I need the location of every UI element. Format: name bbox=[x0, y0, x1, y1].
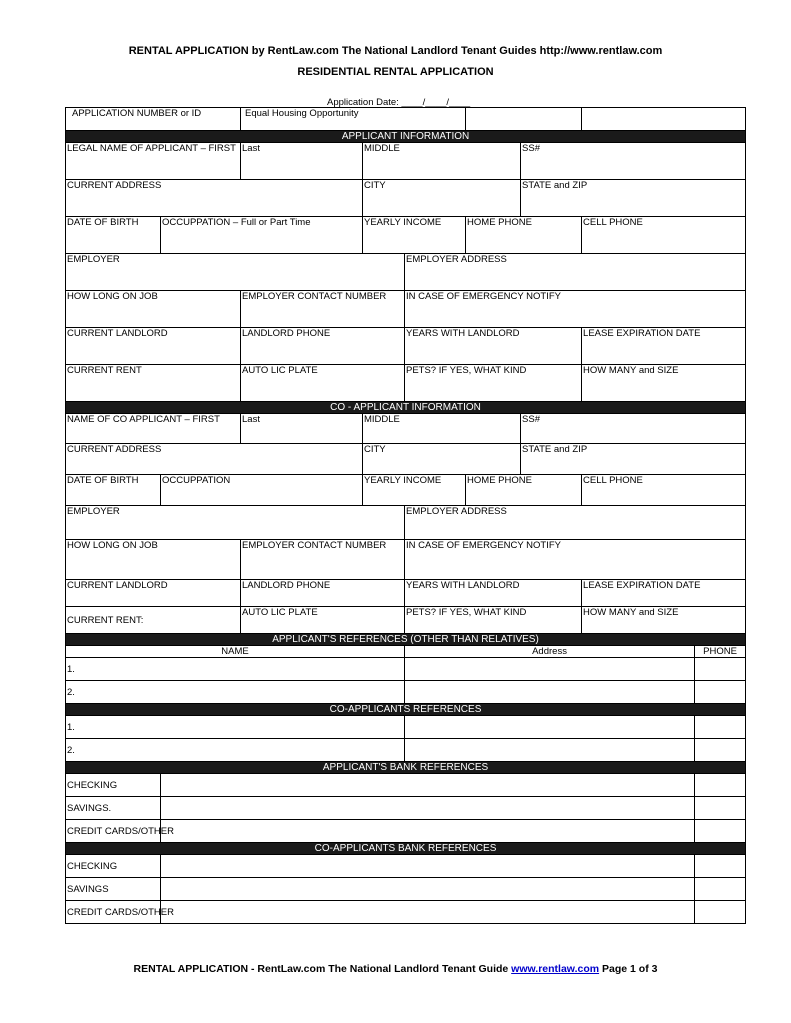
applicant-occupation-field[interactable] bbox=[161, 217, 363, 254]
co-applicant-employer-contact-field[interactable] bbox=[241, 540, 405, 580]
co-applicant-occupation-label: OCCUPPATION bbox=[162, 475, 231, 486]
applicant-reference-1-address[interactable] bbox=[405, 658, 695, 681]
page-footer bbox=[0, 963, 791, 975]
applicant-employer-contact-field[interactable] bbox=[241, 291, 405, 328]
co-applicant-how-long-label: HOW LONG ON JOB bbox=[67, 540, 158, 551]
applicant-savings-field[interactable] bbox=[161, 797, 695, 820]
applicant-reference-2-address[interactable] bbox=[405, 681, 695, 704]
co-applicant-lease-exp-label: LEASE EXPIRATION DATE bbox=[583, 580, 701, 591]
applicant-dob-label: DATE OF BIRTH bbox=[67, 217, 139, 228]
co-applicant-city-field[interactable] bbox=[363, 444, 521, 475]
co-applicant-last-name-field[interactable] bbox=[241, 414, 363, 444]
co-applicant-rent-label: CURRENT RENT: bbox=[67, 614, 144, 626]
applicant-city-field[interactable] bbox=[363, 180, 521, 217]
co-applicant-checking-label-cell bbox=[66, 855, 161, 878]
co-applicant-checking-extra[interactable] bbox=[695, 855, 746, 878]
co-applicant-references-header: CO-APPLICANTS REFERENCES bbox=[66, 704, 746, 716]
co-applicant-employer-field[interactable] bbox=[66, 506, 405, 540]
applicant-employer-field[interactable] bbox=[66, 254, 405, 291]
footer-page-number: Page 1 of 3 bbox=[599, 963, 658, 975]
form-title: RESIDENTIAL RENTAL APPLICATION bbox=[297, 66, 494, 78]
applicant-emergency-label: IN CASE OF EMERGENCY NOTIFY bbox=[406, 291, 562, 302]
credit-cards-label: CREDIT CARDS/OTHER bbox=[67, 906, 174, 918]
co-applicant-rent-field[interactable] bbox=[66, 607, 241, 634]
references-address-column-header: Address bbox=[405, 646, 695, 658]
co-applicant-auto-field[interactable] bbox=[241, 607, 405, 634]
co-applicant-pets-field[interactable] bbox=[405, 607, 582, 634]
applicant-years-landlord-field[interactable] bbox=[405, 328, 582, 365]
application-number-label: APPLICATION NUMBER or ID bbox=[72, 108, 202, 119]
co-applicant-emergency-field[interactable] bbox=[405, 540, 746, 580]
co-applicant-emergency-label: IN CASE OF EMERGENCY NOTIFY bbox=[406, 540, 562, 551]
top-blank-cell-2[interactable] bbox=[582, 108, 746, 131]
applicant-pets-how-many-label: HOW MANY and SIZE bbox=[583, 365, 679, 376]
applicant-occupation-label: OCCUPPATION – Full or Part Time bbox=[162, 217, 311, 228]
co-applicant-state-zip-field[interactable] bbox=[521, 444, 746, 475]
applicant-city-label: CITY bbox=[364, 180, 386, 191]
applicant-landlord-field[interactable] bbox=[66, 328, 241, 365]
applicant-reference-1-name[interactable] bbox=[66, 658, 405, 681]
applicant-ss-field[interactable] bbox=[521, 143, 746, 180]
rental-application-form bbox=[65, 107, 745, 924]
co-applicant-landlord-phone-label: LANDLORD PHONE bbox=[242, 580, 331, 591]
applicant-landlord-phone-label: LANDLORD PHONE bbox=[242, 328, 331, 339]
co-applicant-credit-field[interactable] bbox=[161, 901, 695, 924]
co-applicant-credit-extra[interactable] bbox=[695, 901, 746, 924]
co-applicant-middle-name-label: MIDDLE bbox=[364, 414, 400, 425]
co-applicant-income-field[interactable] bbox=[363, 475, 466, 506]
credit-cards-label: CREDIT CARDS/OTHER bbox=[67, 825, 174, 837]
footer-text: RENTAL APPLICATION - RentLaw.com The National Landlord Tenant Guide bbox=[133, 963, 512, 975]
applicant-cell-phone-label: CELL PHONE bbox=[583, 217, 643, 228]
co-applicant-auto-label: AUTO LIC PLATE bbox=[242, 607, 318, 618]
applicant-state-zip-field[interactable] bbox=[521, 180, 746, 217]
applicant-auto-field[interactable] bbox=[241, 365, 405, 402]
co-applicant-first-name-field[interactable] bbox=[66, 414, 241, 444]
co-applicant-home-phone-label: HOME PHONE bbox=[467, 475, 532, 486]
co-applicant-reference-1-name[interactable] bbox=[66, 716, 405, 739]
applicant-auto-label: AUTO LIC PLATE bbox=[242, 365, 318, 376]
co-applicant-reference-1-phone[interactable] bbox=[695, 716, 746, 739]
applicant-savings-label-cell bbox=[66, 797, 161, 820]
co-applicant-address-field[interactable] bbox=[66, 444, 363, 475]
applicant-years-landlord-label: YEARS WITH LANDLORD bbox=[406, 328, 520, 339]
applicant-cell-phone-field[interactable] bbox=[582, 217, 746, 254]
applicant-last-name-field[interactable] bbox=[241, 143, 363, 180]
applicant-income-field[interactable] bbox=[363, 217, 466, 254]
co-applicant-pets-how-many-field[interactable] bbox=[582, 607, 746, 634]
savings-label: SAVINGS. bbox=[67, 802, 112, 814]
co-applicant-employer-address-label: EMPLOYER ADDRESS bbox=[406, 506, 507, 517]
co-applicant-ss-label: SS# bbox=[522, 414, 541, 425]
savings-label: SAVINGS bbox=[67, 883, 109, 895]
co-applicant-employer-address-field[interactable] bbox=[405, 506, 746, 540]
applicant-employer-address-field[interactable] bbox=[405, 254, 746, 291]
applicant-first-name-field[interactable] bbox=[66, 143, 241, 180]
reference-row-number: 1. bbox=[67, 663, 75, 675]
co-applicant-years-landlord-label: YEARS WITH LANDLORD bbox=[406, 580, 520, 591]
applicant-checking-label-cell bbox=[66, 774, 161, 797]
applicant-landlord-phone-field[interactable] bbox=[241, 328, 405, 365]
applicant-ss-label: SS# bbox=[522, 143, 541, 154]
applicant-address-field[interactable] bbox=[66, 180, 363, 217]
applicant-lease-exp-field[interactable] bbox=[582, 328, 746, 365]
co-applicant-address-label: CURRENT ADDRESS bbox=[67, 444, 162, 455]
co-applicant-information-header: CO - APPLICANT INFORMATION bbox=[66, 402, 746, 414]
applicant-savings-extra[interactable] bbox=[695, 797, 746, 820]
applicant-checking-extra[interactable] bbox=[695, 774, 746, 797]
reference-row-number: 2. bbox=[67, 744, 75, 756]
co-applicant-middle-name-field[interactable] bbox=[363, 414, 521, 444]
applicant-state-zip-label: STATE and ZIP bbox=[522, 180, 588, 191]
co-applicant-reference-2-phone[interactable] bbox=[695, 739, 746, 762]
co-applicant-cell-phone-field[interactable] bbox=[582, 475, 746, 506]
top-blank-cell[interactable] bbox=[466, 108, 582, 131]
co-applicant-dob-label: DATE OF BIRTH bbox=[67, 475, 139, 486]
applicant-home-phone-field[interactable] bbox=[466, 217, 582, 254]
applicant-address-label: CURRENT ADDRESS bbox=[67, 180, 162, 191]
co-applicant-employer-label: EMPLOYER bbox=[67, 506, 120, 517]
applicant-middle-name-label: MIDDLE bbox=[364, 143, 400, 154]
applicant-home-phone-label: HOME PHONE bbox=[467, 217, 532, 228]
applicant-pets-field[interactable] bbox=[405, 365, 582, 402]
co-applicant-checking-field[interactable] bbox=[161, 855, 695, 878]
co-applicant-lease-exp-field[interactable] bbox=[582, 580, 746, 607]
checking-label: CHECKING bbox=[67, 860, 118, 872]
applicant-reference-2-name[interactable] bbox=[66, 681, 405, 704]
reference-row-number: 1. bbox=[67, 721, 75, 733]
applicant-reference-1-phone[interactable] bbox=[695, 658, 746, 681]
applicant-employer-label: EMPLOYER bbox=[67, 254, 120, 265]
co-applicant-occupation-field[interactable] bbox=[161, 475, 363, 506]
application-date-label: Application Date: ____/____/____ bbox=[327, 97, 471, 108]
reference-row-number: 2. bbox=[67, 686, 75, 698]
equal-housing-label: Equal Housing Opportunity bbox=[245, 108, 359, 119]
applicant-dob-field[interactable] bbox=[66, 217, 161, 254]
co-applicant-savings-field[interactable] bbox=[161, 878, 695, 901]
applicant-checking-field[interactable] bbox=[161, 774, 695, 797]
co-applicant-reference-2-address[interactable] bbox=[405, 739, 695, 762]
applicant-credit-extra[interactable] bbox=[695, 820, 746, 843]
co-applicant-ss-field[interactable] bbox=[521, 414, 746, 444]
co-applicant-savings-extra[interactable] bbox=[695, 878, 746, 901]
applicant-last-name-label: Last bbox=[242, 143, 260, 154]
footer-link[interactable]: www.rentlaw.com bbox=[511, 963, 600, 975]
applicant-landlord-label: CURRENT LANDLORD bbox=[67, 328, 168, 339]
co-applicant-years-landlord-field[interactable] bbox=[405, 580, 582, 607]
applicant-first-name-label: LEGAL NAME OF APPLICANT – FIRST bbox=[67, 143, 236, 154]
co-applicant-first-name-label: NAME OF CO APPLICANT – FIRST bbox=[67, 414, 220, 425]
applicant-how-long-label: HOW LONG ON JOB bbox=[67, 291, 158, 302]
co-applicant-employer-contact-label: EMPLOYER CONTACT NUMBER bbox=[242, 540, 387, 551]
references-name-column-header: NAME bbox=[66, 646, 405, 658]
applicant-rent-field[interactable] bbox=[66, 365, 241, 402]
applicant-pets-how-many-field[interactable] bbox=[582, 365, 746, 402]
checking-label: CHECKING bbox=[67, 779, 118, 791]
co-applicant-credit-label-cell bbox=[66, 901, 174, 924]
applicant-employer-address-label: EMPLOYER ADDRESS bbox=[406, 254, 507, 265]
applicant-credit-field[interactable] bbox=[161, 820, 695, 843]
applicant-lease-exp-label: LEASE EXPIRATION DATE bbox=[583, 328, 701, 339]
document-title-line: RENTAL APPLICATION by RentLaw.com The National Landlord Tenant Guides http://www.rentlaw.com bbox=[128, 45, 663, 57]
co-applicant-bank-references-header: CO-APPLICANTS BANK REFERENCES bbox=[66, 843, 746, 855]
applicant-references-header: APPLICANT'S REFERENCES (OTHER THAN RELATIVES) bbox=[66, 634, 746, 646]
applicant-income-label: YEARLY INCOME bbox=[364, 217, 442, 228]
co-applicant-reference-2-name[interactable] bbox=[66, 739, 405, 762]
co-applicant-city-label: CITY bbox=[364, 444, 386, 455]
co-applicant-savings-label-cell bbox=[66, 878, 161, 901]
application-number-field[interactable] bbox=[66, 108, 241, 131]
co-applicant-last-name-label: Last bbox=[242, 414, 260, 425]
applicant-rent-label: CURRENT RENT bbox=[67, 365, 142, 376]
applicant-emergency-field[interactable] bbox=[405, 291, 746, 328]
co-applicant-home-phone-field[interactable] bbox=[466, 475, 582, 506]
applicant-credit-label-cell bbox=[66, 820, 174, 843]
co-applicant-landlord-field[interactable] bbox=[66, 580, 241, 607]
applicant-employer-contact-label: EMPLOYER CONTACT NUMBER bbox=[242, 291, 387, 302]
applicant-middle-name-field[interactable] bbox=[363, 143, 521, 180]
co-applicant-landlord-phone-field[interactable] bbox=[241, 580, 405, 607]
co-applicant-cell-phone-label: CELL PHONE bbox=[583, 475, 643, 486]
applicant-bank-references-header: APPLICANT'S BANK REFERENCES bbox=[66, 762, 746, 774]
co-applicant-landlord-label: CURRENT LANDLORD bbox=[67, 580, 168, 591]
applicant-information-header: APPLICANT INFORMATION bbox=[66, 131, 746, 143]
co-applicant-state-zip-label: STATE and ZIP bbox=[522, 444, 588, 455]
applicant-reference-2-phone[interactable] bbox=[695, 681, 746, 704]
co-applicant-pets-how-many-label: HOW MANY and SIZE bbox=[583, 607, 679, 618]
applicant-pets-label: PETS? IF YES, WHAT KIND bbox=[406, 365, 527, 376]
co-applicant-dob-field[interactable] bbox=[66, 475, 161, 506]
co-applicant-pets-label: PETS? IF YES, WHAT KIND bbox=[406, 607, 527, 618]
equal-housing-cell bbox=[241, 108, 466, 131]
co-applicant-how-long-field[interactable] bbox=[66, 540, 241, 580]
co-applicant-reference-1-address[interactable] bbox=[405, 716, 695, 739]
co-applicant-income-label: YEARLY INCOME bbox=[364, 475, 442, 486]
references-phone-column-header: PHONE bbox=[695, 646, 746, 658]
applicant-how-long-field[interactable] bbox=[66, 291, 241, 328]
